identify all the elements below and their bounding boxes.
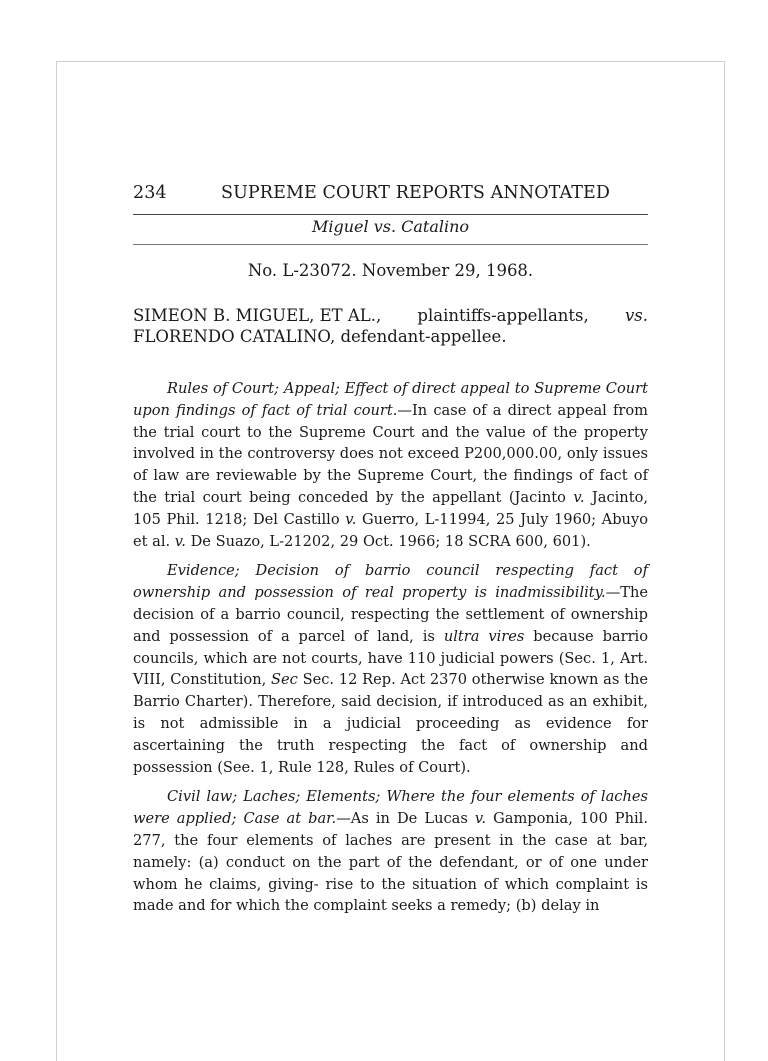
syllabus-text-run: —As in De Lucas [336, 810, 475, 828]
syllabus-text-run: ultra vires [443, 627, 525, 645]
syllabus-text-run: —The decision of a barrio council, respecting the settlement of ownership and possession of a parcel of land, is [133, 584, 648, 645]
syllabus-text-run: Jacinto, 105 Phil. 1218; Del Castillo [133, 488, 648, 528]
page-content [133, 183, 648, 925]
syllabus-text-run: v. [345, 510, 357, 528]
running-header [133, 183, 648, 211]
syllabus [133, 378, 648, 917]
page-number: 234 [133, 183, 167, 203]
journal-title: SUPREME COURT REPORTS ANNOTATED [221, 183, 611, 203]
docket-number: No. L-23072. November 29, 1968. [247, 261, 534, 280]
plaintiffs-role: plaintiffs-appellants, [417, 306, 589, 325]
syllabus-heading: Evidence; Decision of barrio council respecting fact of ownership and possession of real property is inadmissibility. [133, 562, 648, 602]
syllabus-text-run: because barrio councils, which are not courts, have 110 judicial powers (Sec. 1, Art. VIII, Constitution, [133, 627, 649, 689]
syllabus-text-run: v. [573, 488, 585, 506]
syllabus-paragraph [133, 560, 648, 778]
syllabus-text-run: —In case of a direct appeal from the trial court to the Supreme Court and the value of the property involved in the controversy does not exceed P200,000.00, only issues of law are reviewable by the Supreme Court, the findings of fact of the trial court being conceded by the appellant (Jacinto [133, 401, 648, 506]
versus-label: vs. [624, 306, 648, 325]
syllabus-text-run: v. [474, 810, 487, 828]
syllabus-text-run: Sec. 12 Rep. Act 2370 otherwise known as the Barrio Charter). Therefore, said decision, if introduced as an exhibit, is not admissible in a judicial proceeding as evidence for ascertaining the truth respecting the fact of ownership and possession (See. 1, Rule 128, Rules of Court). [133, 671, 648, 776]
syllabus-text-run: Sec [271, 671, 298, 689]
subheader-rule [133, 244, 648, 245]
syllabus-paragraph [133, 786, 648, 917]
syllabus-text-run: Guerro, L-11994, 25 July 1960; Abuyo et al. [133, 510, 648, 550]
defendant-line: FLORENDO CATALINO, defendant-appellee. [133, 327, 507, 346]
syllabus-heading: Civil law; Laches; Elements; Where the four elements of laches were applied; Case at bar. [133, 788, 648, 828]
case-short-title: Miguel vs. Catalino [311, 217, 470, 236]
syllabus-body [133, 584, 648, 775]
syllabus-heading: Rules of Court; Appeal; Effect of direct appeal to Supreme Court upon findings of fact of trial court. [133, 380, 648, 419]
syllabus-body [133, 402, 648, 550]
case-parties [133, 305, 648, 347]
syllabus-text-run: Gamponia, 100 Phil. 277, the four elements of laches are present in the case at bar, namely: (a) conduct on the part of the defendant, or of one under whom he claims, giving- rise to the situation of which complaint is made and for which the complaint seeks a remedy; (b) delay in [133, 810, 648, 915]
syllabus-text-run: De Suazo, L-21202, 29 Oct. 1966; 18 SCRA 600, 601). [185, 532, 591, 550]
syllabus-paragraph [133, 378, 648, 552]
syllabus-text-run: v. [174, 532, 186, 550]
plaintiffs-name: SIMEON B. MIGUEL, ET AL., [133, 306, 382, 325]
